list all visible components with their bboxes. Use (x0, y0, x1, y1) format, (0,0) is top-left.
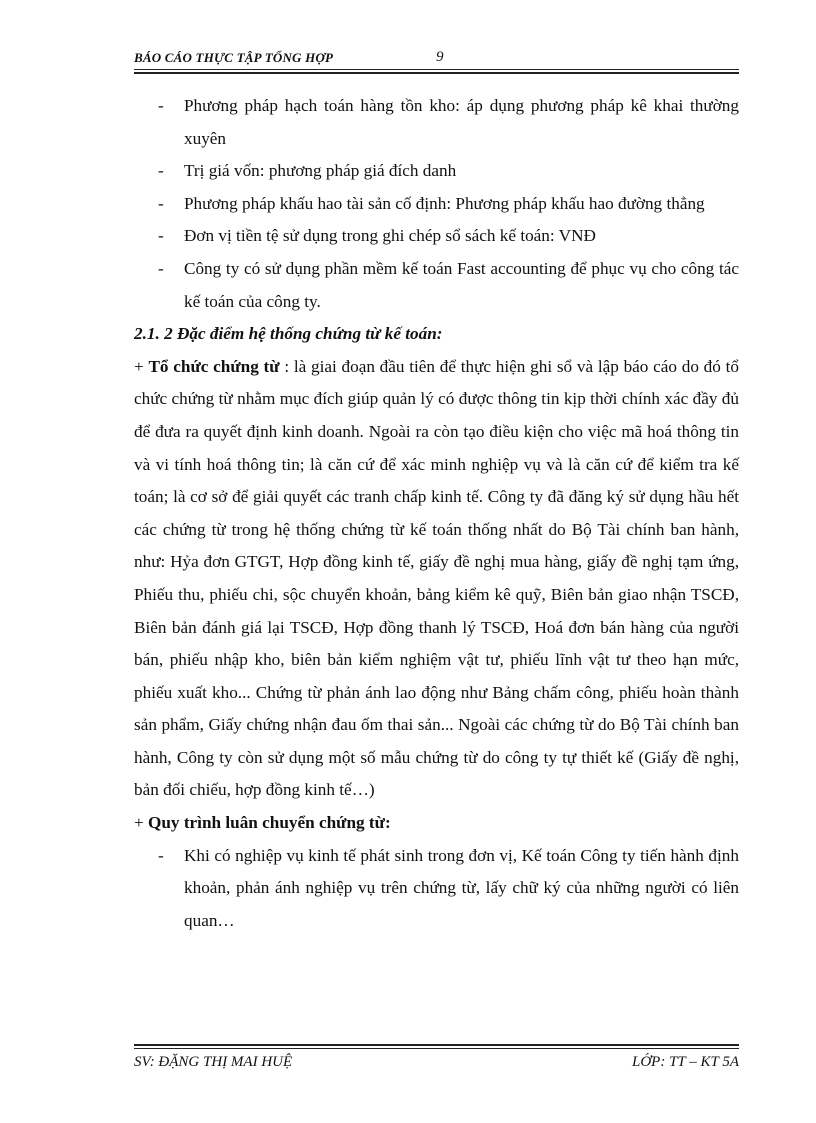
header-rule-thick (134, 72, 739, 74)
org-prefix: + (134, 356, 149, 376)
bullet-dash: - (158, 258, 164, 278)
flow-prefix: + (134, 813, 148, 833)
footer-rule-thick (134, 1044, 739, 1046)
flow-paragraph (134, 807, 739, 840)
section-heading: 2.1. 2 Đặc điểm hệ thống chứng từ kế toán: (134, 324, 443, 344)
list-item (134, 840, 739, 938)
bullet-dash: - (158, 161, 164, 181)
flow-label: Quy trình luân chuyển chứng từ: (148, 813, 391, 833)
list-item-text: Công ty có sử dụng phần mềm kế toán Fast accounting để phục vụ cho công tác kế toán của công ty. (184, 258, 739, 311)
list-item (134, 90, 739, 155)
list-item (134, 253, 739, 318)
list-item-text: Phương pháp hạch toán hàng tồn kho: áp dụng phương pháp kê khai thường xuyên (184, 96, 739, 148)
page-header (134, 48, 739, 78)
bullet-dash: - (158, 96, 164, 115)
student-name: SV: ĐẶNG THỊ MAI HUỆ (134, 1054, 293, 1070)
page-footer (134, 1044, 739, 1084)
org-paragraph (134, 351, 739, 807)
list-item (134, 220, 739, 253)
class-name: LỚP: TT – KT 5A (632, 1054, 739, 1070)
list-item-text: Phương pháp khấu hao tài sản cố định: Phương pháp khấu hao đường thẳng (184, 193, 705, 213)
page-content (134, 90, 739, 937)
header-rule-thin (134, 69, 739, 70)
org-text: : là giai đoạn đầu tiên để thực hiện ghi sổ và lập báo cáo do đó tổ chức chứng từ nhằm mục đích giúp quản lý có được thông tin kịp thời chính xác đầy đủ để đưa ra quyết định kinh doanh. Ngoài ra còn tạo điều kiện cho việc mã hoá thông tin và vi tính hoá thông tin; là căn cứ để xác minh nghiệp vụ và là căn cứ để kiểm tra kế toán; là cơ sở để giải quyết các tranh chấp kinh tế. Công ty đã đăng ký sử dụng hầu hết các chứng từ trong hệ thống chứng từ kế toán thống nhất do Bộ Tài chính ban hành, như: Hỷa đơn GTGT, Hợp đồng kinh tế, giấy đề nghị mua hàng, giấy đề nghị tạm ứng, Phiếu thu, phiếu chi, sộc chuyển khoản, bảng kiểm kê quỹ, Biên bản giao nhận TSCĐ, Biên bản đánh giá lại TSCĐ, Hợp đồng thanh lý TSCĐ, Hoá đơn bán hàng của người bán, phiếu nhập kho, biên bản kiểm nghiệm vật tư, phiếu lĩnh vật tư theo hạn mức, phiếu xuất kho... Chứng từ phản ánh lao động như Bảng chấm công, phiếu hoàn thành sản phẩm, Giấy chứng nhận đau ốm thai sản... Ngoài các chứng từ do Bộ Tài chính ban hành, Công ty còn sử dụng một số mẫu chứng từ do công ty tự thiết kế (Giấy đề nghị, bản đối chiếu, hợp đồng kinh tế…) (134, 356, 739, 800)
bullet-dash: - (158, 845, 164, 865)
list-item-text: Khi có nghiệp vụ kinh tế phát sinh trong đơn vị, Kế toán Công ty tiến hành định khoản, phản ánh nghiệp vụ trên chứng từ, lấy chữ ký của những người có liên quan… (184, 845, 739, 930)
list-item (134, 188, 739, 221)
org-label: Tổ chức chứng từ (148, 356, 280, 376)
bullet-dash: - (158, 226, 164, 246)
footer-rule-thin (134, 1048, 739, 1049)
page-number: 9 (436, 49, 444, 65)
list-item (134, 155, 739, 188)
bullet-dash: - (158, 193, 164, 213)
list-item-text: Đơn vị tiền tệ sử dụng trong ghi chép sổ sách kế toán: VNĐ (184, 226, 596, 246)
list-item-text: Trị giá vốn: phương pháp giá đích danh (184, 161, 457, 181)
header-title: BÁO CÁO THỰC TẬP TỔNG HỢP (134, 50, 334, 65)
